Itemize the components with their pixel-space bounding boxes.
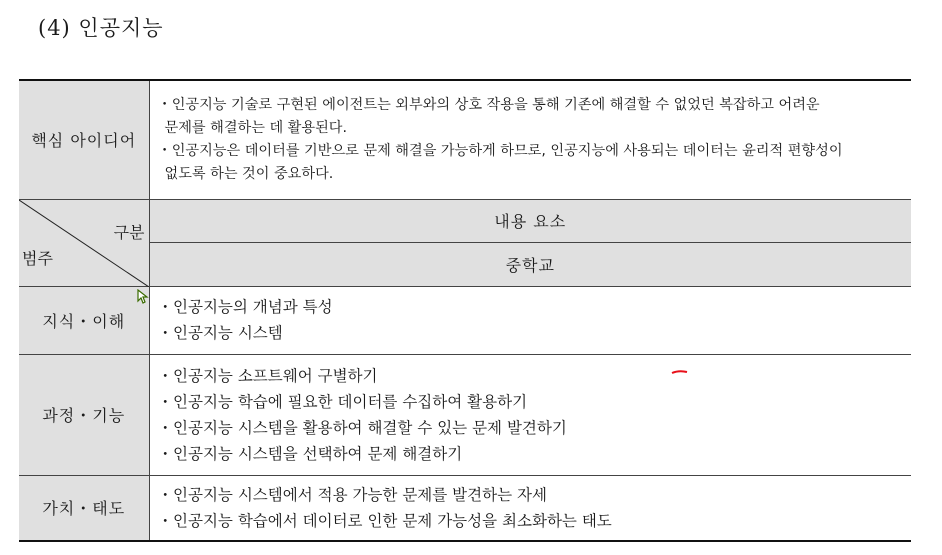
header-row xyxy=(19,199,911,242)
content-item: ・인공지능 시스템 xyxy=(157,324,283,342)
content-item: ・인공지능 시스템을 선택하여 문제 해결하기 xyxy=(157,444,463,463)
core-idea-line: ・인공지능은 데이터를 기반으로 문제 해결을 가능하게 하므로, 인공지능에 사용되는 데이터는 윤리적 편향성이 xyxy=(157,142,843,159)
content-item: ・인공지능 소프트웨어 구별하기 xyxy=(157,366,378,385)
diagonal-line xyxy=(19,200,149,287)
values-content xyxy=(149,475,911,541)
row-category-label: 범주 xyxy=(22,248,53,268)
core-idea-line: ・인공지능 기술로 구현된 에이전트는 외부와의 상호 작용을 통해 기존에 해결할 수 없었던 복잡하고 어려운 xyxy=(157,96,820,113)
content-item: ・인공지능 학습에서 데이터로 인한 문제 가능성을 최소화하는 태도 xyxy=(157,511,612,530)
core-idea-label: 핵심 아이디어 xyxy=(19,80,149,199)
column-category-label: 구분 xyxy=(113,222,145,242)
content-item: ・인공지능의 개념과 특성 xyxy=(157,298,333,316)
mouse-cursor-icon xyxy=(137,289,149,305)
core-idea-content xyxy=(149,80,911,199)
knowledge-label: 지식・이해 xyxy=(19,286,149,354)
process-row xyxy=(19,354,911,475)
red-annotation-mark xyxy=(671,369,689,375)
core-idea-line: 문제를 해결하는 데 활용된다. xyxy=(164,119,348,136)
values-row xyxy=(19,475,911,541)
content-item: ・인공지능 학습에 필요한 데이터를 수집하여 활용하기 xyxy=(157,392,528,411)
section-heading: (4) 인공지능 xyxy=(38,16,164,40)
diagonal-header-cell xyxy=(19,199,149,286)
content-item: ・인공지능 시스템에서 적용 가능한 문제를 발견하는 자세 xyxy=(157,485,547,504)
knowledge-row xyxy=(19,286,911,354)
school-level-row xyxy=(19,242,911,286)
school-level-header: 중학교 xyxy=(149,242,911,286)
core-idea-row xyxy=(19,80,911,199)
content-item: ・인공지능 시스템을 활용하여 해결할 수 있는 문제 발견하기 xyxy=(157,418,567,437)
content-elements-header: 내용 요소 xyxy=(149,199,911,242)
values-label: 가치・태도 xyxy=(19,475,149,541)
core-idea-line: 없도록 하는 것이 중요하다. xyxy=(164,165,334,182)
process-label: 과정・기능 xyxy=(19,354,149,475)
curriculum-table xyxy=(19,79,911,542)
process-content xyxy=(149,354,911,475)
knowledge-content xyxy=(149,286,911,354)
